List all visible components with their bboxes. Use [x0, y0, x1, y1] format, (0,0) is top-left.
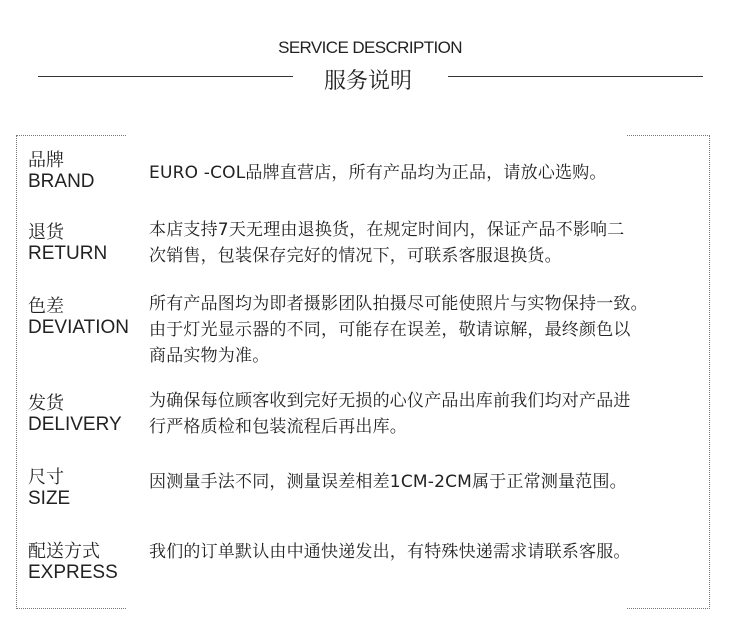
description-line: 次销售，包装保存完好的情况下，可联系客服退换货。 [149, 246, 562, 266]
item-description [149, 217, 709, 269]
header-divider-right [448, 76, 703, 77]
item-description [149, 388, 709, 440]
item-description [149, 469, 709, 495]
frame-gap-top [126, 133, 626, 137]
item-label-en: DELIVERY [28, 414, 122, 435]
item-label-cn: 品牌 [28, 150, 64, 171]
item-label-en: RETURN [28, 243, 108, 264]
item-label-en: DEVIATION [28, 317, 129, 338]
description-line: 行严格质检和包装流程后再出库。 [149, 417, 407, 437]
item-label-cn: 色差 [28, 296, 64, 317]
frame-gap-bottom [126, 607, 626, 611]
item-description [149, 539, 709, 565]
description-line: 因测量手法不同，测量误差相差1CM-2CM属于正常测量范围。 [149, 472, 627, 492]
item-description [149, 291, 709, 369]
description-line: 为确保每位顾客收到完好无损的心仪产品出库前我们均对产品进 [149, 391, 631, 411]
frame-border-right [709, 135, 710, 609]
description-line: 所有产品图均为即者摄影团队拍摄尽可能使照片与实物保持一致。 [149, 294, 648, 314]
item-description [149, 160, 709, 186]
item-label-en: EXPRESS [28, 562, 118, 583]
service-frame [16, 135, 710, 609]
description-line: 商品实物为准。 [149, 346, 270, 366]
frame-border-left [16, 135, 17, 609]
description-line: 我们的订单默认由中通快递发出，有特殊快递需求请联系客服。 [149, 542, 631, 562]
item-label-cn: 退货 [28, 222, 64, 243]
item-label-en: BRAND [28, 171, 95, 192]
description-line: 由于灯光显示器的不同，可能存在误差，敬请谅解，最终颜色以 [149, 320, 631, 340]
description-line: EURO -COL品牌直营店，所有产品均为正品，请放心选购。 [149, 163, 607, 183]
item-label-cn: 发货 [28, 393, 64, 414]
item-label-cn: 尺寸 [28, 467, 64, 488]
page-title-en: SERVICE DESCRIPTION [278, 38, 462, 57]
description-line: 本店支持7天无理由退换货，在规定时间内，保证产品不影响二 [149, 220, 625, 240]
item-label-en: SIZE [28, 488, 71, 509]
item-label-cn: 配送方式 [28, 541, 100, 562]
page-title-cn: 服务说明 [323, 69, 412, 94]
